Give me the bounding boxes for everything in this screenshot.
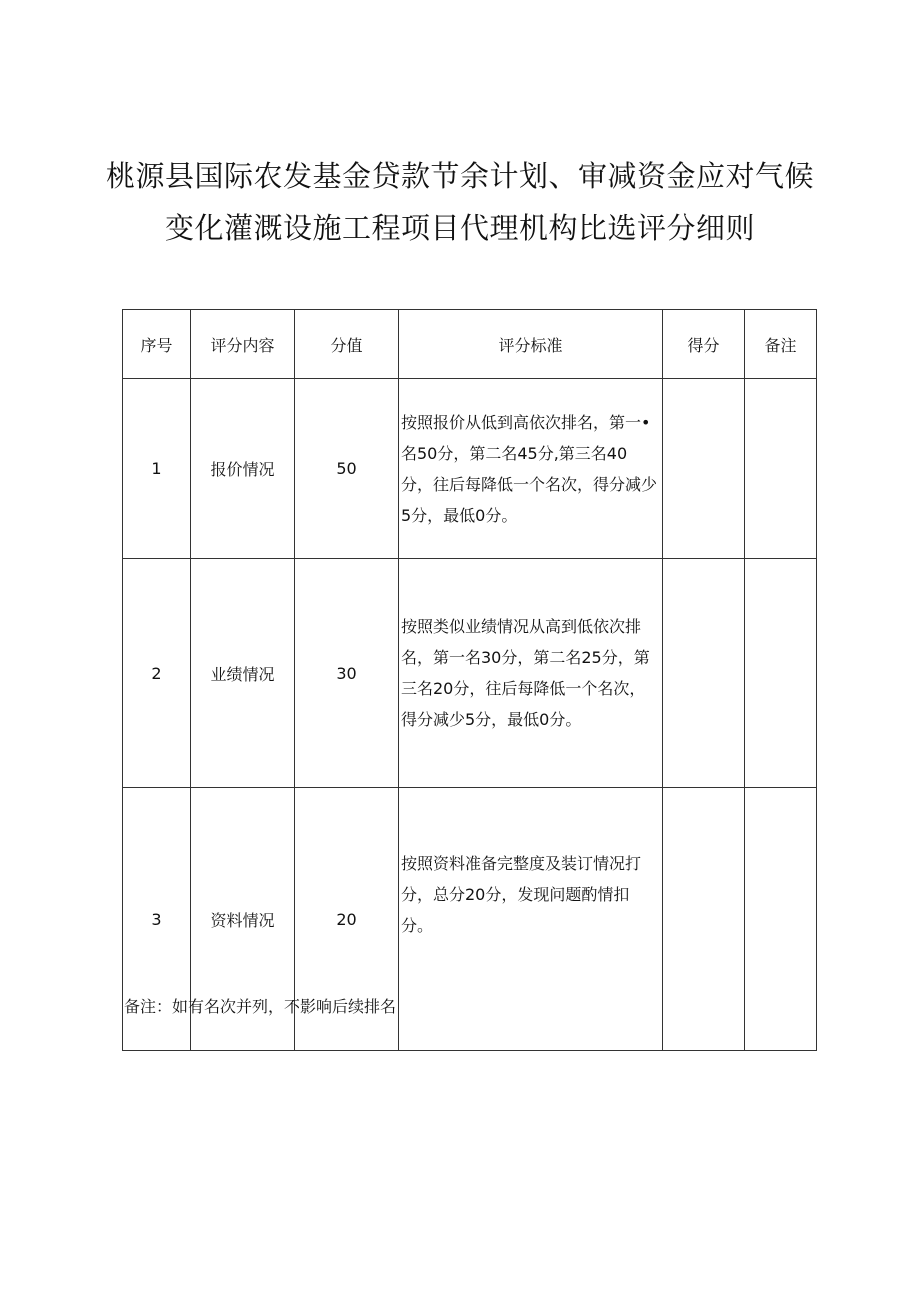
table-row (123, 379, 817, 559)
header-remark: 备注 (745, 310, 817, 379)
row-value: 30 (295, 559, 399, 788)
row-num: 2 (123, 559, 191, 788)
table-header-row (123, 310, 817, 379)
title-line-2: 变化灌溉设施工程项目代理机构比选评分细则 (164, 211, 755, 245)
row-standard: 按照报价从低到高依次排名，第一•名50分，第二名45分,第三名40分，往后每降低一个名次，得分减少5分，最低0分。 (399, 379, 663, 559)
row-remark[interactable] (745, 788, 817, 1051)
row-remark[interactable] (745, 559, 817, 788)
row-score[interactable] (663, 559, 745, 788)
row-remark[interactable] (745, 379, 817, 559)
header-num: 序号 (123, 310, 191, 379)
header-item: 评分内容 (191, 310, 295, 379)
header-score: 得分 (663, 310, 745, 379)
row-item: 业绩情况 (191, 559, 295, 788)
row-standard: 按照类似业绩情况从高到低依次排名，第一名30分，第二名25分，第三名20分，往后每降低一个名次，得分减少5分，最低0分。 (399, 559, 663, 788)
table-row (123, 559, 817, 788)
header-value: 分值 (295, 310, 399, 379)
document-title (90, 150, 830, 254)
row-item: 报价情况 (191, 379, 295, 559)
row-score[interactable] (663, 379, 745, 559)
row-num: 1 (123, 379, 191, 559)
row-standard: 按照资料准备完整度及装订情况打分，总分20分，发现问题酌情扣分。 (399, 788, 663, 1051)
row-value: 50 (295, 379, 399, 559)
title-line-1: 桃源县国际农发基金贷款节余计划、审减资金应对气候 (105, 159, 814, 193)
footnote: 备注：如有名次并列，不影响后续排名 (124, 997, 397, 1016)
row-num: 3 (123, 788, 191, 1051)
row-item: 资料情况 (191, 788, 295, 1051)
row-score[interactable] (663, 788, 745, 1051)
header-standard: 评分标准 (399, 310, 663, 379)
scoring-table (122, 309, 817, 1051)
row-value: 20 (295, 788, 399, 1051)
